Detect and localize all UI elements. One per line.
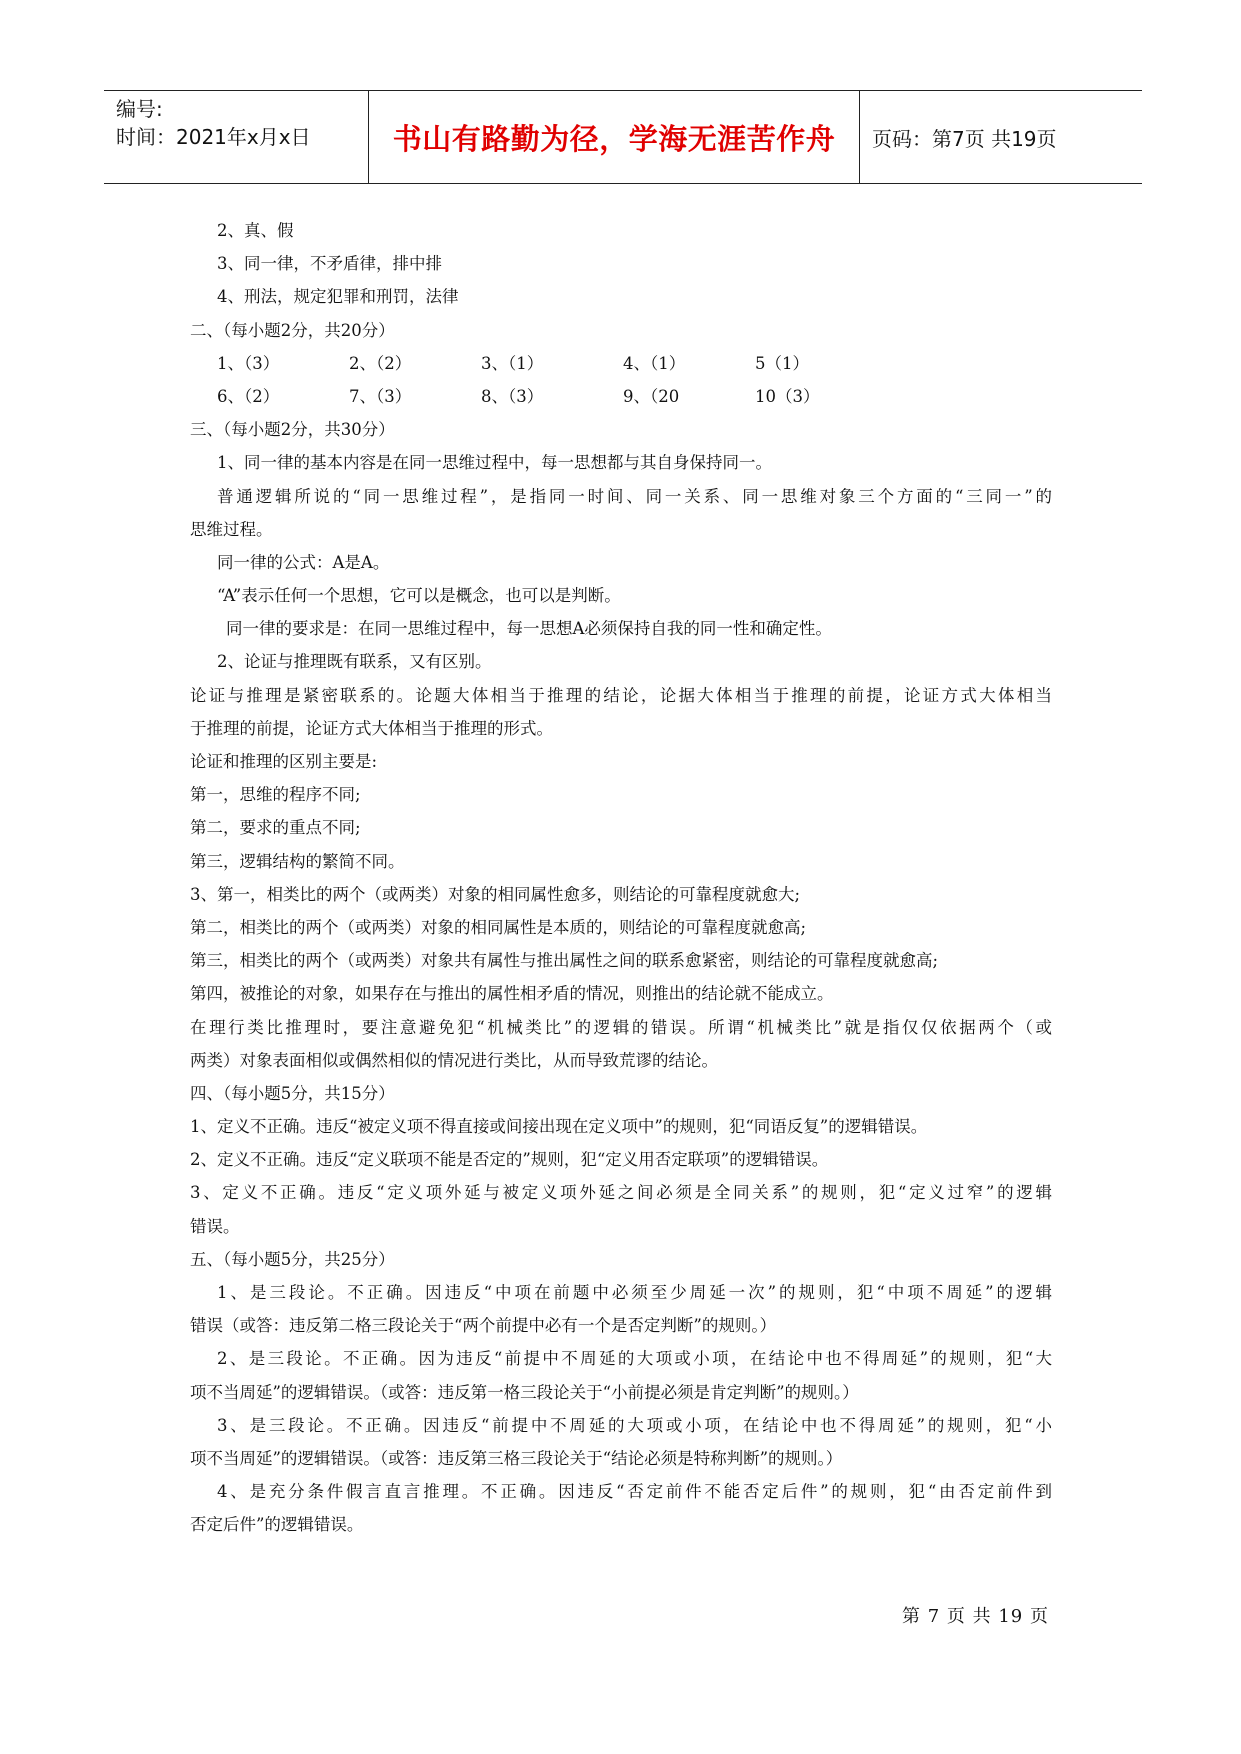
- text-line: 第四，被推论的对象，如果存在与推出的属性相矛盾的情况，则推出的结论就不能成立。: [190, 984, 834, 1004]
- header-page-info: 页码：第7页 共19页: [872, 126, 1057, 151]
- section-heading: 五、（每小题5分，共25分）: [190, 1249, 395, 1269]
- text-line: 项不当周延”的逻辑错误。（或答：违反第一格三段论关于“小前提必须是肯定判断”的规则。）: [190, 1382, 859, 1402]
- answer-item: 2、（2）: [349, 353, 412, 373]
- header-meta: [104, 91, 368, 183]
- section-heading: 四、（每小题5分，共15分）: [190, 1083, 395, 1103]
- text-line: 2、定义不正确。违反“定义联项不能是否定的”规则，犯“定义用否定联项”的逻辑错误。: [190, 1150, 829, 1170]
- text-line: 于推理的前提，论证方式大体相当于推理的形式。: [190, 718, 553, 738]
- text-line: 3、第一，相类比的两个（或两类）对象的相同属性愈多，则结论的可靠程度就愈大;: [190, 884, 801, 904]
- text-line: 4、是充分条件假言直言推理。不正确。因违反“否定前件不能否定后件”的规则，犯“由否定前件到: [217, 1482, 1052, 1502]
- text-line: 论证与推理是紧密联系的。论题大体相当于推理的结论，论据大体相当于推理的前提，论证方式大体相当: [190, 685, 1052, 705]
- answer-item: 7、（3）: [349, 386, 412, 406]
- text-line: 2、真、假: [217, 221, 294, 240]
- answer-item: 5（1）: [755, 353, 809, 373]
- text-line: 1、是三段论。不正确。因违反“中项在前题中必须至少周延一次”的规则，犯“中项不周延”的逻辑: [217, 1283, 1052, 1302]
- text-line: 第三，相类比的两个（或两类）对象共有属性与推出属性之间的联系愈紧密，则结论的可靠程度就愈高;: [190, 951, 939, 971]
- time-label: 时间：2021年x月x日: [116, 125, 311, 149]
- answer-row: [190, 380, 1052, 413]
- answer-item: 9、（20: [623, 386, 680, 406]
- answer-item: 8、（3）: [481, 386, 544, 406]
- text-line: 第三，逻辑结构的繁简不同。: [190, 851, 405, 871]
- text-line: “A”表示任何一个思想，它可以是概念，也可以是判断。: [217, 586, 621, 606]
- text-line: 2、是三段论。不正确。因为违反“前提中不周延的大项或小项，在结论中也不得周延”的规则，犯“大: [217, 1349, 1052, 1369]
- text-line: 两类）对象表面相似或偶然相似的情况进行类比，从而导致荒谬的结论。: [190, 1050, 718, 1070]
- text-line: 普通逻辑所说的“同一思维过程”，是指同一时间、同一关系、同一思维对象三个方面的“三同一”的: [217, 486, 1052, 506]
- text-line: 错误（或答：违反第二格三段论关于“两个前提中必有一个是否定判断”的规则。）: [190, 1316, 777, 1336]
- section-heading: 三、（每小题2分，共30分）: [190, 420, 395, 440]
- page-footer: 第 7 页 共 19 页: [902, 1606, 1049, 1627]
- text-line: 第二，相类比的两个（或两类）对象的相同属性是本质的，则结论的可靠程度就愈高;: [190, 917, 807, 937]
- text-line: 思维过程。: [190, 519, 273, 539]
- header-motto: 书山有路勤为径，学海无涯苦作舟: [392, 121, 836, 156]
- text-line: 第二，要求的重点不同;: [190, 818, 361, 838]
- text-line: 在理行类比推理时，要注意避免犯“机械类比”的逻辑的错误。所谓“机械类比”就是指仅仅依据两个（或: [190, 1017, 1052, 1037]
- text-line: 3、定义不正确。违反“定义项外延与被定义项外延之间必须是全同关系”的规则，犯“定义过窄”的逻辑: [190, 1183, 1052, 1203]
- section-heading: 二、（每小题2分，共20分）: [190, 320, 395, 340]
- answer-item: 3、（1）: [481, 353, 544, 373]
- text-line: 论证和推理的区别主要是:: [190, 752, 378, 771]
- answer-row: [190, 347, 1052, 380]
- text-line: 项不当周延”的逻辑错误。（或答：违反第三格三段论关于“结论必须是特称判断”的规则。）: [190, 1448, 843, 1468]
- text-line: 错误。: [190, 1216, 240, 1236]
- page-header: [104, 90, 1142, 184]
- serial-label: 编号:: [116, 97, 163, 121]
- document-body: [190, 214, 1052, 1542]
- text-line: 2、论证与推理既有联系，又有区别。: [217, 652, 492, 672]
- text-line: 同一律的公式：A是A。: [217, 552, 390, 572]
- header-page-cell: [858, 91, 1142, 183]
- answer-item: 1、（3）: [217, 353, 280, 373]
- text-line: 1、定义不正确。违反“被定义项不得直接或间接出现在定义项中”的规则，犯“同语反复”的逻辑错误。: [190, 1117, 928, 1137]
- text-line: 同一律的要求是：在同一思维过程中，每一思想A必须保持自我的同一性和确定性。: [226, 619, 832, 639]
- text-line: 3、同一律，不矛盾律，排中排: [217, 254, 442, 274]
- answer-item: 4、（1）: [623, 353, 686, 373]
- text-line: 1、同一律的基本内容是在同一思维过程中，每一思想都与其自身保持同一。: [217, 453, 772, 473]
- text-line: 4、刑法，规定犯罪和刑罚，法律: [217, 287, 459, 307]
- header-motto-cell: [368, 91, 860, 183]
- answer-item: 6、（2）: [217, 386, 280, 406]
- text-line: 第一，思维的程序不同;: [190, 785, 361, 805]
- text-line: 否定后件”的逻辑错误。: [190, 1515, 364, 1535]
- text-line: 3、是三段论。不正确。因违反“前提中不周延的大项或小项，在结论中也不得周延”的规则，犯“小: [217, 1415, 1052, 1435]
- answer-item: 10（3）: [755, 386, 820, 406]
